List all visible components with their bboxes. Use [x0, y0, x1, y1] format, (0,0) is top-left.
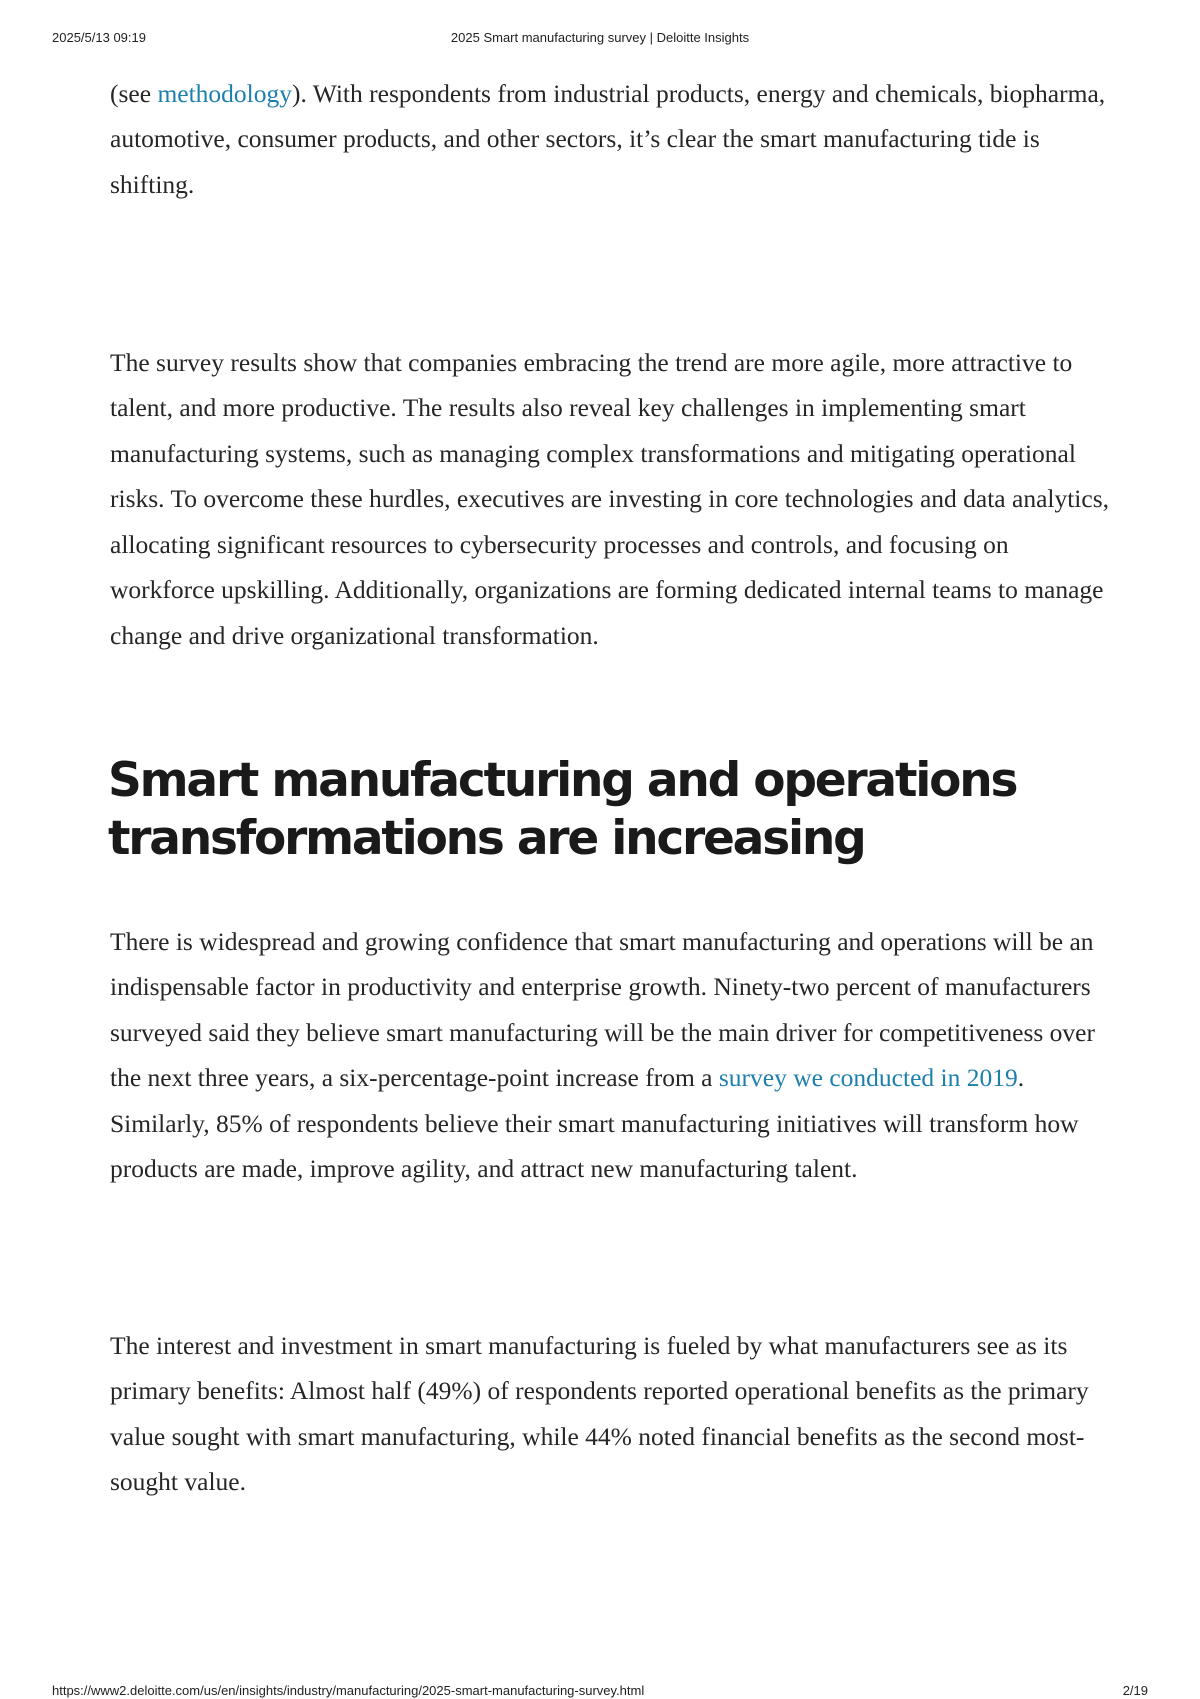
- intro-paragraph: [110, 71, 1110, 208]
- section-heading: Smart manufacturing and operations transformations are increasing: [108, 753, 1017, 866]
- print-document-title: 2025 Smart manufacturing survey | Deloitte Insights: [450, 30, 750, 45]
- survey-results-paragraph: The survey results show that companies embracing the trend are more agile, more attractive to talent, and more productive. The results also reveal key challenges in implementing smart manufacturing systems, such as managing complex transformations and mitigating operational risks. To overcome these hurdles, executives are investing in core technologies and data analytics, allocating significant resources to cybersecurity processes and controls, and focusing on workforce upskilling. Additionally, organizations are forming dedicated internal teams to manage change and drive organizational transformation.: [110, 347, 1110, 650]
- methodology-link[interactable]: methodology: [157, 78, 293, 108]
- confidence-paragraph: [110, 919, 1110, 1192]
- intro-suffix: ). With respondents from industrial products, energy and chemicals, biopharma, automotive, consumer products, and other sectors, it’s clear the smart manufacturing tide is shifting.: [110, 78, 1106, 199]
- print-page-url: https://www2.deloitte.com/us/en/insights/industry/manufacturing/2025-smart-manufacturing-survey.html: [52, 1683, 645, 1698]
- print-datetime: 2025/5/13 09:19: [52, 30, 146, 45]
- intro-prefix: (see: [110, 78, 158, 108]
- print-footer: [52, 1683, 1148, 1699]
- confidence-suffix: . Similarly, 85% of respondents believe their smart manufacturing initiatives will transform how products are made, improve agility, and attract new manufacturing talent.: [110, 1063, 1079, 1183]
- survey-2019-link[interactable]: survey we conducted in 2019: [718, 1063, 1018, 1092]
- benefits-paragraph: The interest and investment in smart manufacturing is fueled by what manufacturers see as its primary benefits: Almost half (49%) of respondents reported operational benefits as the primary value sought with smart manufacturing, while 44% noted financial benefits as the second most-sought value.: [110, 1330, 1089, 1496]
- confidence-prefix: There is widespread and growing confidence that smart manufacturing and operations will be an indispensable factor in productivity and enterprise growth. Ninety-two percent of manufacturers surveyed said they believe smart manufacturing will be the main driver for competitiveness over the next three years, a six-percentage-point increase from a: [110, 926, 1095, 1092]
- print-header: [52, 30, 1148, 46]
- print-page-number: 2/19: [1122, 1683, 1148, 1698]
